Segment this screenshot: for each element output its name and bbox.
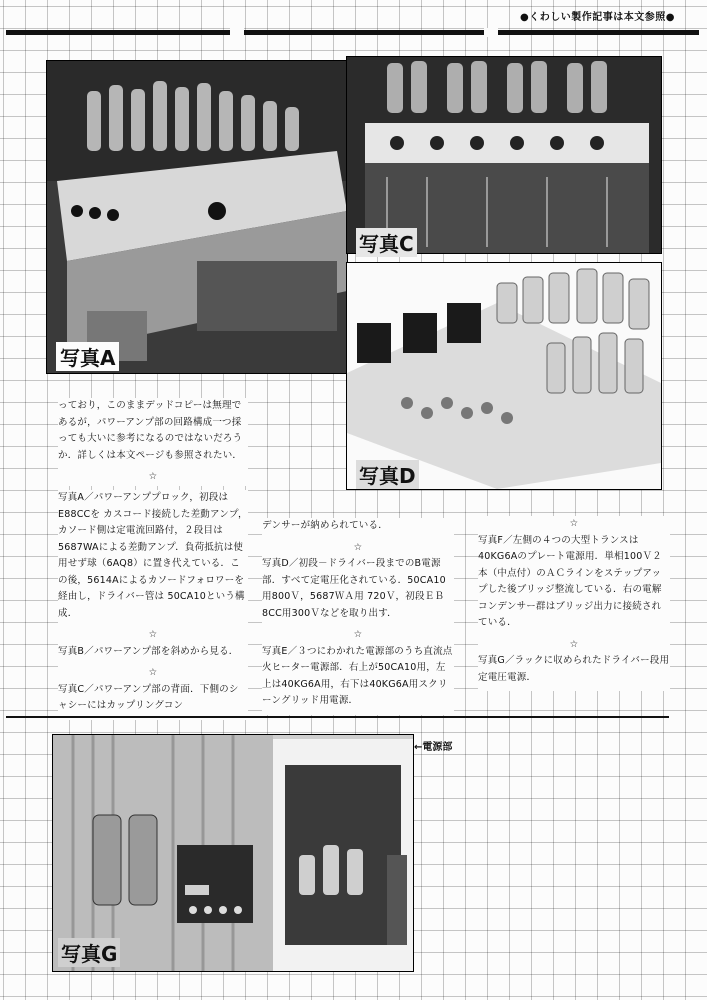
caption-photo-b: 写真B／パワーアンプ部を斜めから見る．: [58, 645, 239, 657]
photo-d: [346, 262, 662, 490]
rule-gap: [484, 28, 498, 37]
caption-photo-c: 写真C／パワーアンプ部の背面．下側のシャシーにはカップリングコン: [58, 683, 239, 711]
photo-a-label: 写真A: [56, 342, 119, 371]
caption-photo-c-continued: デンサーが納められている．: [262, 520, 388, 531]
photo-a: [46, 60, 348, 374]
power-supply-arrow-note: ←電源部: [414, 742, 453, 753]
photo-g-image: [53, 735, 413, 971]
separator-star: ☆: [148, 629, 158, 640]
photo-c-label: 写真C: [356, 228, 417, 257]
photo-c: [346, 56, 662, 254]
caption-photo-f: 写真F／左側の４つの大型トランスは40KG6Aのプレート電源用．単相100Ｖ２本（中点付）のＡＣラインをステップアップした後ブリッジ整流している．右の電解コンデンサー群はブリッジ出力に接続されている．: [478, 534, 662, 628]
photo-g-label: 写真G: [58, 938, 120, 967]
separator-star: ☆: [569, 518, 579, 529]
separator-star: ☆: [148, 667, 158, 678]
text-column-2: [262, 518, 454, 715]
separator-star: ☆: [353, 629, 363, 640]
separator-star: ☆: [148, 471, 158, 482]
top-rule: [6, 30, 699, 35]
caption-photo-a: 写真A／パワーアンププロック，初段はE88CCを カスコード接続した差動アンプ，カソード側は定電流回路付，２段目は5687WAによる差動アンプ．負荷抵抗は使用せず球（6AQ8）に置き代えている．この後，5614Aによるカソードフォロワーを経由し，ドライバー管は 50CA10という構成．: [58, 492, 248, 619]
separator-star: ☆: [353, 541, 363, 553]
separator-star: ☆: [569, 638, 579, 650]
intro-text-block: [58, 398, 248, 486]
middle-rule: [6, 716, 669, 718]
photo-c-image: [347, 57, 661, 253]
caption-photo-e: 写真E／３つにわかれた電源部のうち直流点火ヒーター電源部．右上が50CA10用，左上は40KG6A用，右下は40KG6A用スクリーングリッド用電源．: [262, 645, 453, 706]
caption-photo-d: 写真D／初段－ドライバー段までのB電源部．すべて定電圧化されている．50CA10用800Ｖ，5687ＷＡ用 720Ｖ，初段ＥＢ8CC用300Ｖなどを取り出す．: [262, 558, 446, 619]
intro-paragraph: っており，このままデッドコピーは無理であるが，パワーアンプ部の回路構成一つ採っても大いに参考になるのではないだろうか．詳しくは本文ページも参照されたい．: [58, 400, 243, 461]
photo-g: [52, 734, 414, 972]
photo-a-image: [47, 61, 347, 373]
caption-photo-g: 写真G／ラックに収められたドライバー段用定電圧電源．: [478, 655, 670, 683]
photo-d-image: [347, 263, 661, 489]
header-note: ●くわしい製作記事は本文参照●: [520, 12, 675, 23]
text-column-1: [58, 490, 248, 720]
rule-gap: [230, 28, 244, 37]
photo-d-label: 写真D: [356, 460, 419, 489]
text-column-3: [478, 516, 670, 691]
